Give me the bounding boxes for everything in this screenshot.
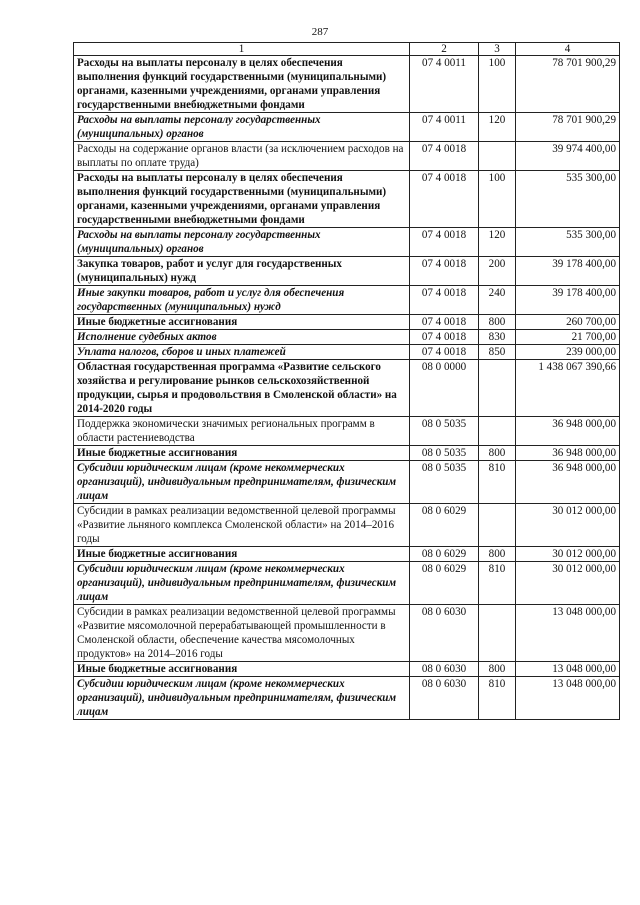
row-code-cell: 07 4 0018 — [410, 315, 479, 330]
table-row — [74, 504, 620, 547]
table-header-row — [74, 43, 620, 56]
row-name-cell: Субсидии юридическим лицам (кроме некоммерческих организаций), индивидуальным предпринимателям, физическим лицам — [74, 677, 410, 720]
row-amount-cell: 260 700,00 — [516, 315, 620, 330]
row-name-cell: Иные бюджетные ассигнования — [74, 446, 410, 461]
table-row — [74, 56, 620, 113]
row-vr-cell — [479, 605, 516, 662]
table-row — [74, 345, 620, 360]
row-code-cell: 07 4 0011 — [410, 56, 479, 113]
row-name-cell: Субсидии в рамках реализации ведомственной целевой программы «Развитие мясомолочной перерабатывающей промышленности в Смоленской области, обеспечение качества мясомолочных продуктов» на 2014–2016 годы — [74, 605, 410, 662]
row-vr-cell: 810 — [479, 677, 516, 720]
row-code-cell: 08 0 6030 — [410, 662, 479, 677]
row-vr-cell: 120 — [479, 113, 516, 142]
row-code-cell: 07 4 0018 — [410, 257, 479, 286]
row-name-cell: Расходы на выплаты персоналу государственных (муниципальных) органов — [74, 228, 410, 257]
row-name-cell: Уплата налогов, сборов и иных платежей — [74, 345, 410, 360]
row-name-cell: Иные бюджетные ассигнования — [74, 547, 410, 562]
row-name-cell: Субсидии в рамках реализации ведомственной целевой программы «Развитие льняного комплекса Смоленской области» на 2014–2016 годы — [74, 504, 410, 547]
table-row — [74, 257, 620, 286]
row-vr-cell: 810 — [479, 461, 516, 504]
row-amount-cell: 39 974 400,00 — [516, 142, 620, 171]
row-amount-cell: 30 012 000,00 — [516, 504, 620, 547]
row-code-cell: 08 0 5035 — [410, 446, 479, 461]
row-code-cell: 07 4 0018 — [410, 171, 479, 228]
row-vr-cell: 830 — [479, 330, 516, 345]
row-amount-cell: 535 300,00 — [516, 228, 620, 257]
row-vr-cell — [479, 360, 516, 417]
page-number: 287 — [311, 26, 329, 38]
table-row — [74, 171, 620, 228]
row-vr-cell: 100 — [479, 56, 516, 113]
row-code-cell: 07 4 0011 — [410, 113, 479, 142]
table-row — [74, 547, 620, 562]
table-row — [74, 228, 620, 257]
row-vr-cell — [479, 417, 516, 446]
table-row — [74, 417, 620, 446]
row-code-cell: 08 0 6029 — [410, 562, 479, 605]
row-amount-cell: 36 948 000,00 — [516, 446, 620, 461]
row-vr-cell: 240 — [479, 286, 516, 315]
table-row — [74, 446, 620, 461]
table-row — [74, 662, 620, 677]
row-name-cell: Закупка товаров, работ и услуг для государственных (муниципальных) нужд — [74, 257, 410, 286]
budget-table — [73, 42, 620, 720]
row-code-cell: 08 0 0000 — [410, 360, 479, 417]
header-col-vr: 3 — [479, 43, 516, 56]
row-amount-cell: 30 012 000,00 — [516, 547, 620, 562]
row-vr-cell — [479, 142, 516, 171]
row-name-cell: Иные бюджетные ассигнования — [74, 662, 410, 677]
table-row — [74, 330, 620, 345]
row-vr-cell: 800 — [479, 315, 516, 330]
row-name-cell: Расходы на выплаты персоналу государственных (муниципальных) органов — [74, 113, 410, 142]
row-amount-cell: 1 438 067 390,66 — [516, 360, 620, 417]
table-row — [74, 677, 620, 720]
row-amount-cell: 13 048 000,00 — [516, 605, 620, 662]
table-row — [74, 461, 620, 504]
row-amount-cell: 39 178 400,00 — [516, 286, 620, 315]
row-vr-cell: 120 — [479, 228, 516, 257]
row-vr-cell — [479, 504, 516, 547]
row-vr-cell: 850 — [479, 345, 516, 360]
row-amount-cell: 36 948 000,00 — [516, 461, 620, 504]
table-row — [74, 113, 620, 142]
row-code-cell: 07 4 0018 — [410, 142, 479, 171]
row-amount-cell: 239 000,00 — [516, 345, 620, 360]
row-name-cell: Расходы на выплаты персоналу в целях обеспечения выполнения функций государственными (муниципальными) органами, казенными учреждениями, органами управления государственными внебюджетными фондами — [74, 171, 410, 228]
row-code-cell: 08 0 6030 — [410, 677, 479, 720]
row-amount-cell: 21 700,00 — [516, 330, 620, 345]
row-code-cell: 08 0 5035 — [410, 461, 479, 504]
row-name-cell: Областная государственная программа «Развитие сельского хозяйства и регулирование рынков сельскохозяйственной продукции, сырья и продовольствия в Смоленской области» на 2014-2020 годы — [74, 360, 410, 417]
row-vr-cell: 100 — [479, 171, 516, 228]
row-amount-cell: 36 948 000,00 — [516, 417, 620, 446]
row-code-cell: 07 4 0018 — [410, 345, 479, 360]
table-row — [74, 360, 620, 417]
row-code-cell: 08 0 6029 — [410, 504, 479, 547]
row-name-cell: Субсидии юридическим лицам (кроме некоммерческих организаций), индивидуальным предпринимателям, физическим лицам — [74, 562, 410, 605]
row-amount-cell: 39 178 400,00 — [516, 257, 620, 286]
row-code-cell: 07 4 0018 — [410, 330, 479, 345]
table-row — [74, 562, 620, 605]
table-row — [74, 286, 620, 315]
table-row — [74, 142, 620, 171]
table-row — [74, 605, 620, 662]
row-name-cell: Поддержка экономически значимых региональных программ в области растениеводства — [74, 417, 410, 446]
row-name-cell: Расходы на выплаты персоналу в целях обеспечения выполнения функций государственными (муниципальными) органами, казенными учреждениями, органами управления государственными внебюджетными фондами — [74, 56, 410, 113]
row-amount-cell: 78 701 900,29 — [516, 113, 620, 142]
row-vr-cell: 810 — [479, 562, 516, 605]
row-amount-cell: 13 048 000,00 — [516, 677, 620, 720]
row-name-cell: Расходы на содержание органов власти (за исключением расходов на выплаты по оплате труда) — [74, 142, 410, 171]
row-name-cell: Субсидии юридическим лицам (кроме некоммерческих организаций), индивидуальным предпринимателям, физическим лицам — [74, 461, 410, 504]
row-amount-cell: 535 300,00 — [516, 171, 620, 228]
row-code-cell: 07 4 0018 — [410, 286, 479, 315]
table-row — [74, 315, 620, 330]
row-name-cell: Иные закупки товаров, работ и услуг для обеспечения государственных (муниципальных) нужд — [74, 286, 410, 315]
row-name-cell: Исполнение судебных актов — [74, 330, 410, 345]
header-col-name: 1 — [74, 43, 410, 56]
row-vr-cell: 800 — [479, 547, 516, 562]
row-name-cell: Иные бюджетные ассигнования — [74, 315, 410, 330]
row-code-cell: 08 0 6030 — [410, 605, 479, 662]
row-amount-cell: 13 048 000,00 — [516, 662, 620, 677]
row-amount-cell: 78 701 900,29 — [516, 56, 620, 113]
row-vr-cell: 800 — [479, 446, 516, 461]
header-col-code: 2 — [410, 43, 479, 56]
header-col-amount: 4 — [516, 43, 620, 56]
row-vr-cell: 200 — [479, 257, 516, 286]
row-code-cell: 08 0 6029 — [410, 547, 479, 562]
row-vr-cell: 800 — [479, 662, 516, 677]
row-amount-cell: 30 012 000,00 — [516, 562, 620, 605]
row-code-cell: 08 0 5035 — [410, 417, 479, 446]
row-code-cell: 07 4 0018 — [410, 228, 479, 257]
